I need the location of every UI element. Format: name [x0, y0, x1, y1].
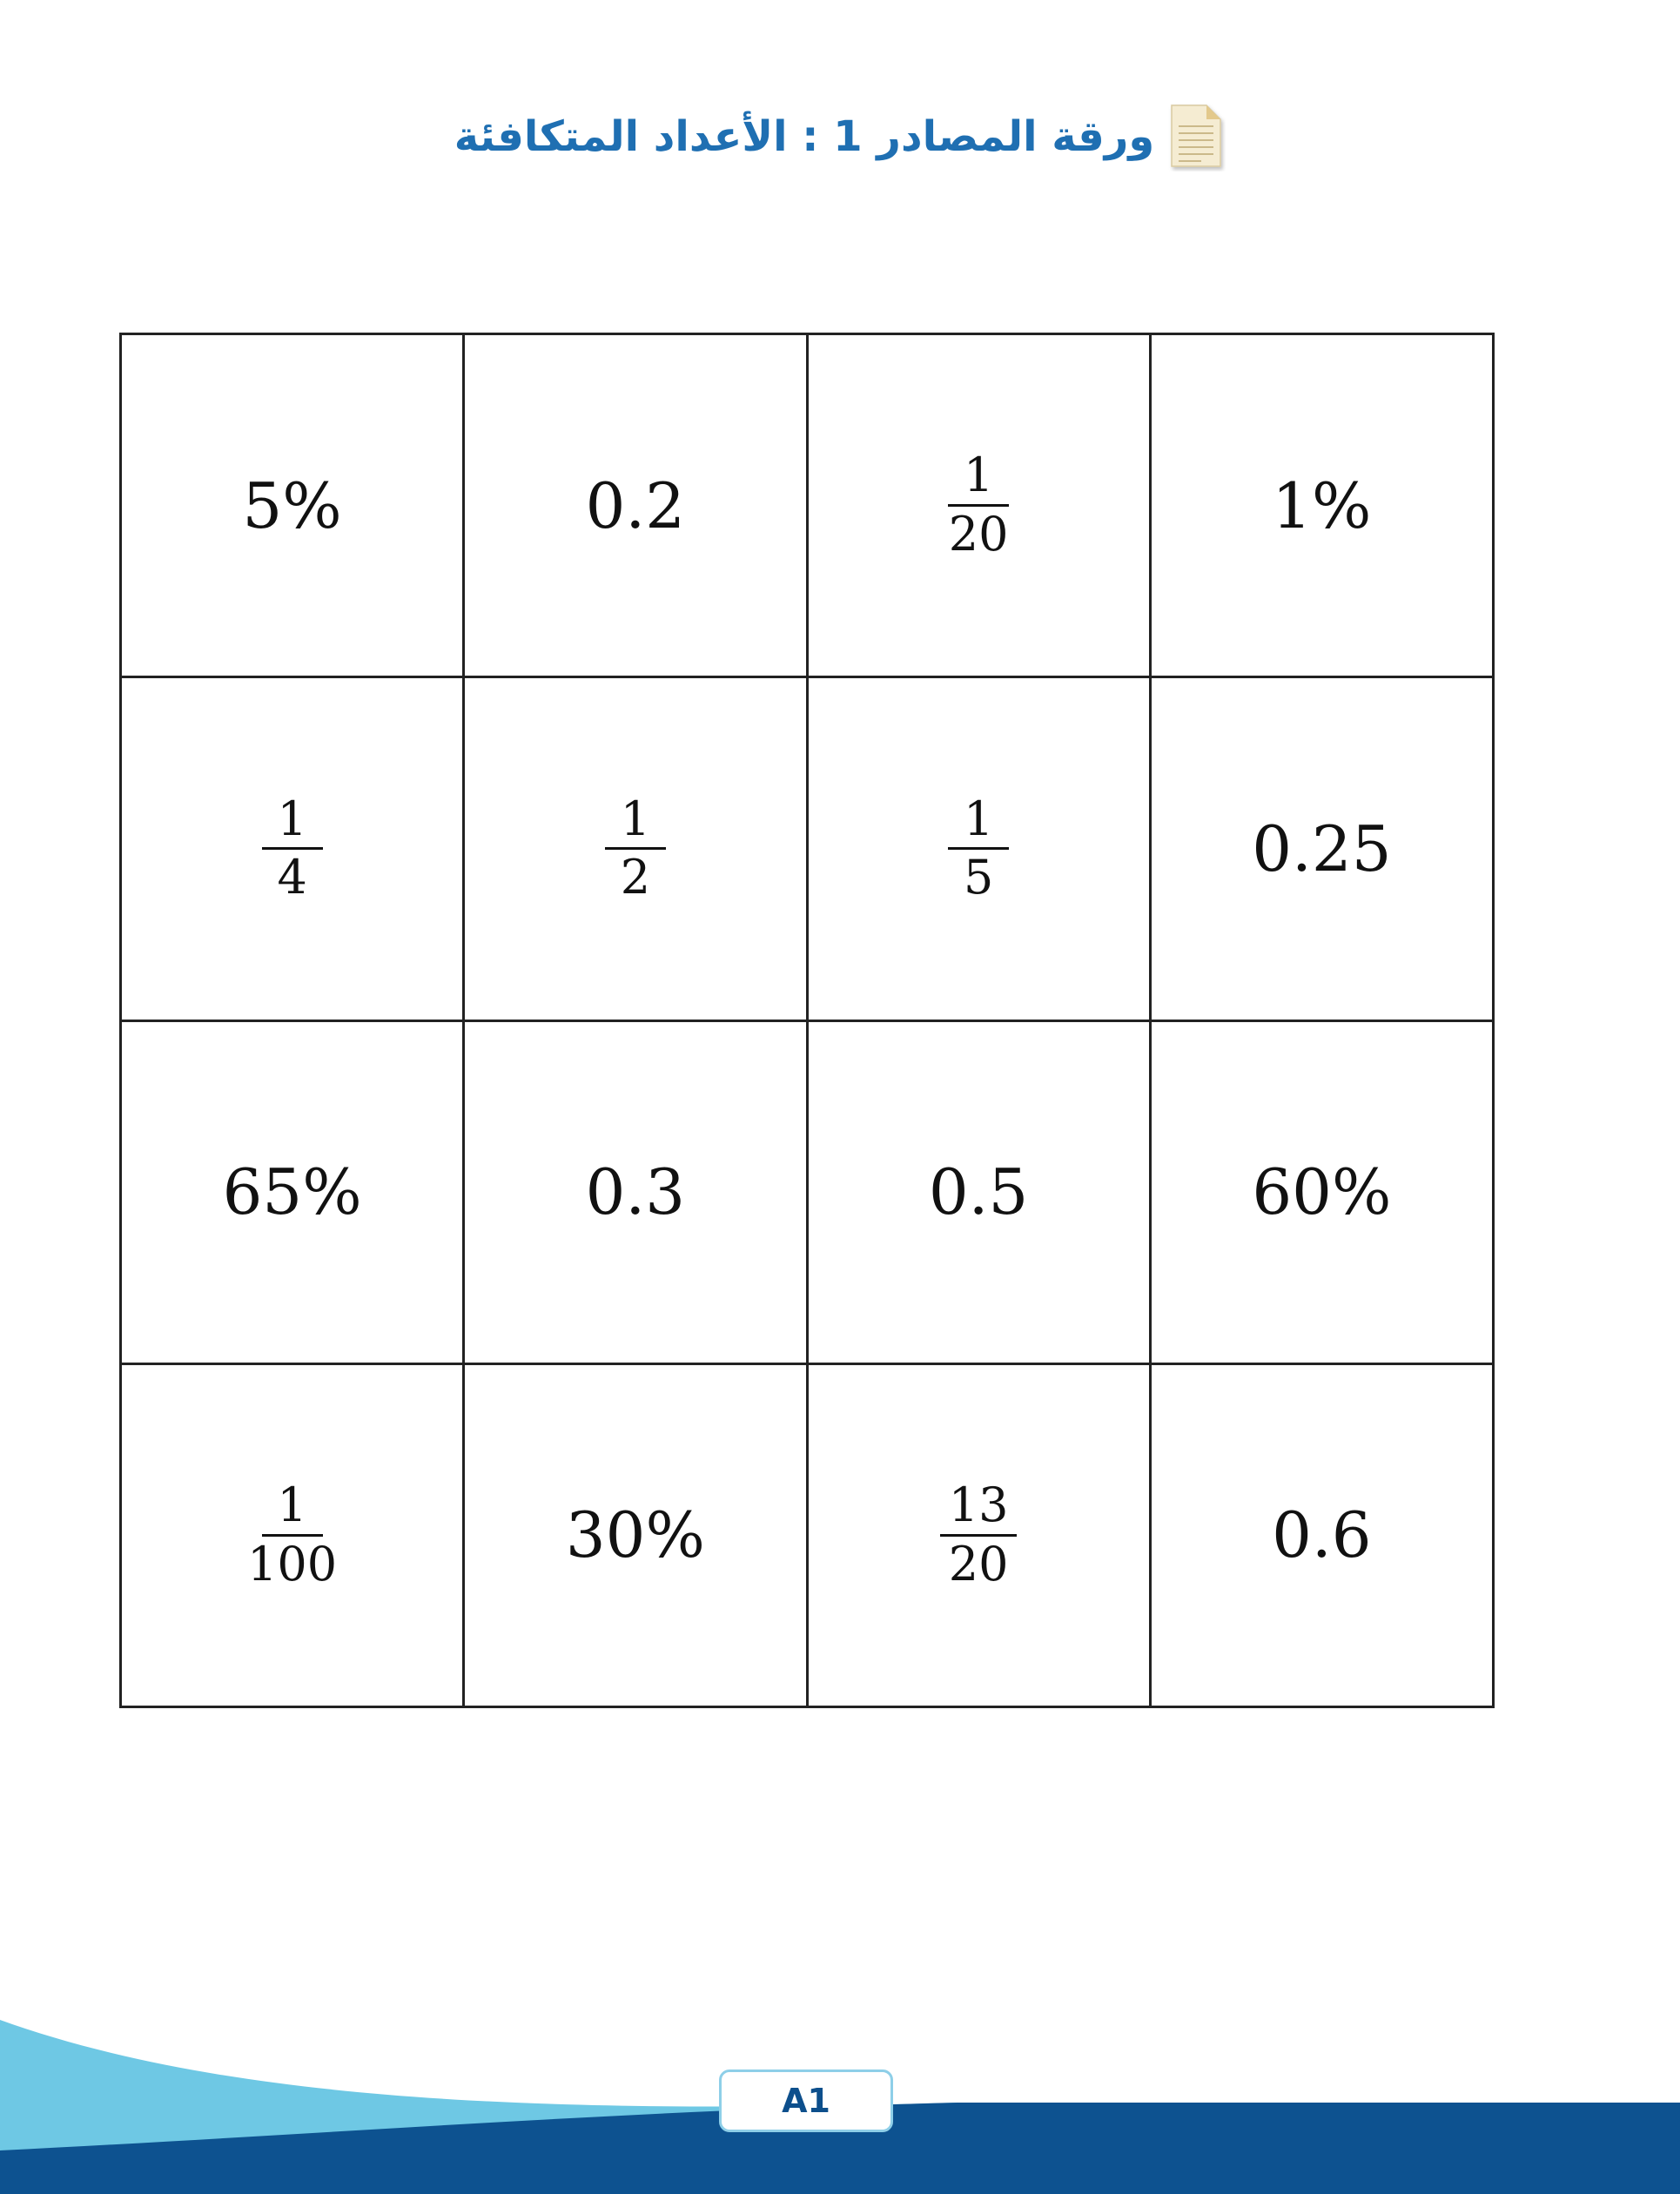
grid-cell [1152, 678, 1495, 1021]
fraction-numerator: 1 [948, 451, 1009, 507]
cell-value: 65% [222, 1155, 362, 1229]
fraction [948, 791, 1009, 905]
grid-cell [1152, 1022, 1495, 1365]
fraction-numerator: 1 [948, 795, 1009, 851]
grid-cell [122, 1365, 465, 1708]
grid-cell [465, 335, 808, 678]
fraction [605, 791, 666, 905]
fraction-denominator: 20 [948, 1536, 1009, 1592]
grid-cell [809, 1365, 1152, 1708]
cell-value: 0.3 [585, 1155, 686, 1229]
cell-value: 0.5 [928, 1155, 1029, 1229]
fraction-denominator: 100 [247, 1536, 338, 1592]
equivalent-numbers-grid [119, 333, 1495, 1708]
document-icon [1166, 102, 1226, 172]
grid-cell [122, 335, 465, 678]
page-header [0, 98, 1680, 176]
grid-cell [809, 678, 1152, 1021]
fraction [262, 791, 323, 905]
grid-cell [1152, 335, 1495, 678]
cell-value: 0.25 [1252, 811, 1392, 885]
cell-value: 0.6 [1272, 1498, 1372, 1572]
fraction [940, 1477, 1018, 1592]
fraction-denominator: 20 [948, 507, 1009, 562]
fraction-numerator: 13 [940, 1481, 1018, 1537]
cell-value: 0.2 [585, 468, 686, 542]
grid-cell [809, 1022, 1152, 1365]
fraction [239, 1477, 346, 1592]
cell-value: 1% [1272, 468, 1372, 542]
page-number-badge: A1 [719, 2069, 893, 2132]
grid-cell [122, 1022, 465, 1365]
grid-cell [465, 1022, 808, 1365]
grid-cell [809, 335, 1152, 678]
fraction-numerator: 1 [262, 1481, 323, 1537]
fraction-numerator: 1 [262, 795, 323, 851]
fraction-numerator: 1 [605, 795, 666, 851]
grid-cell [1152, 1365, 1495, 1708]
page-title: ورقة المصادر 1 : الأعداد المتكافئة [454, 112, 1155, 161]
fraction-denominator: 4 [277, 850, 307, 905]
fraction-denominator: 5 [963, 850, 994, 905]
grid-cell [465, 678, 808, 1021]
grid-cell [122, 678, 465, 1021]
cell-value: 5% [242, 468, 342, 542]
cell-value: 60% [1252, 1155, 1392, 1229]
fraction-denominator: 2 [620, 850, 651, 905]
fraction [940, 448, 1018, 562]
grid-cell [465, 1365, 808, 1708]
cell-value: 30% [565, 1498, 705, 1572]
